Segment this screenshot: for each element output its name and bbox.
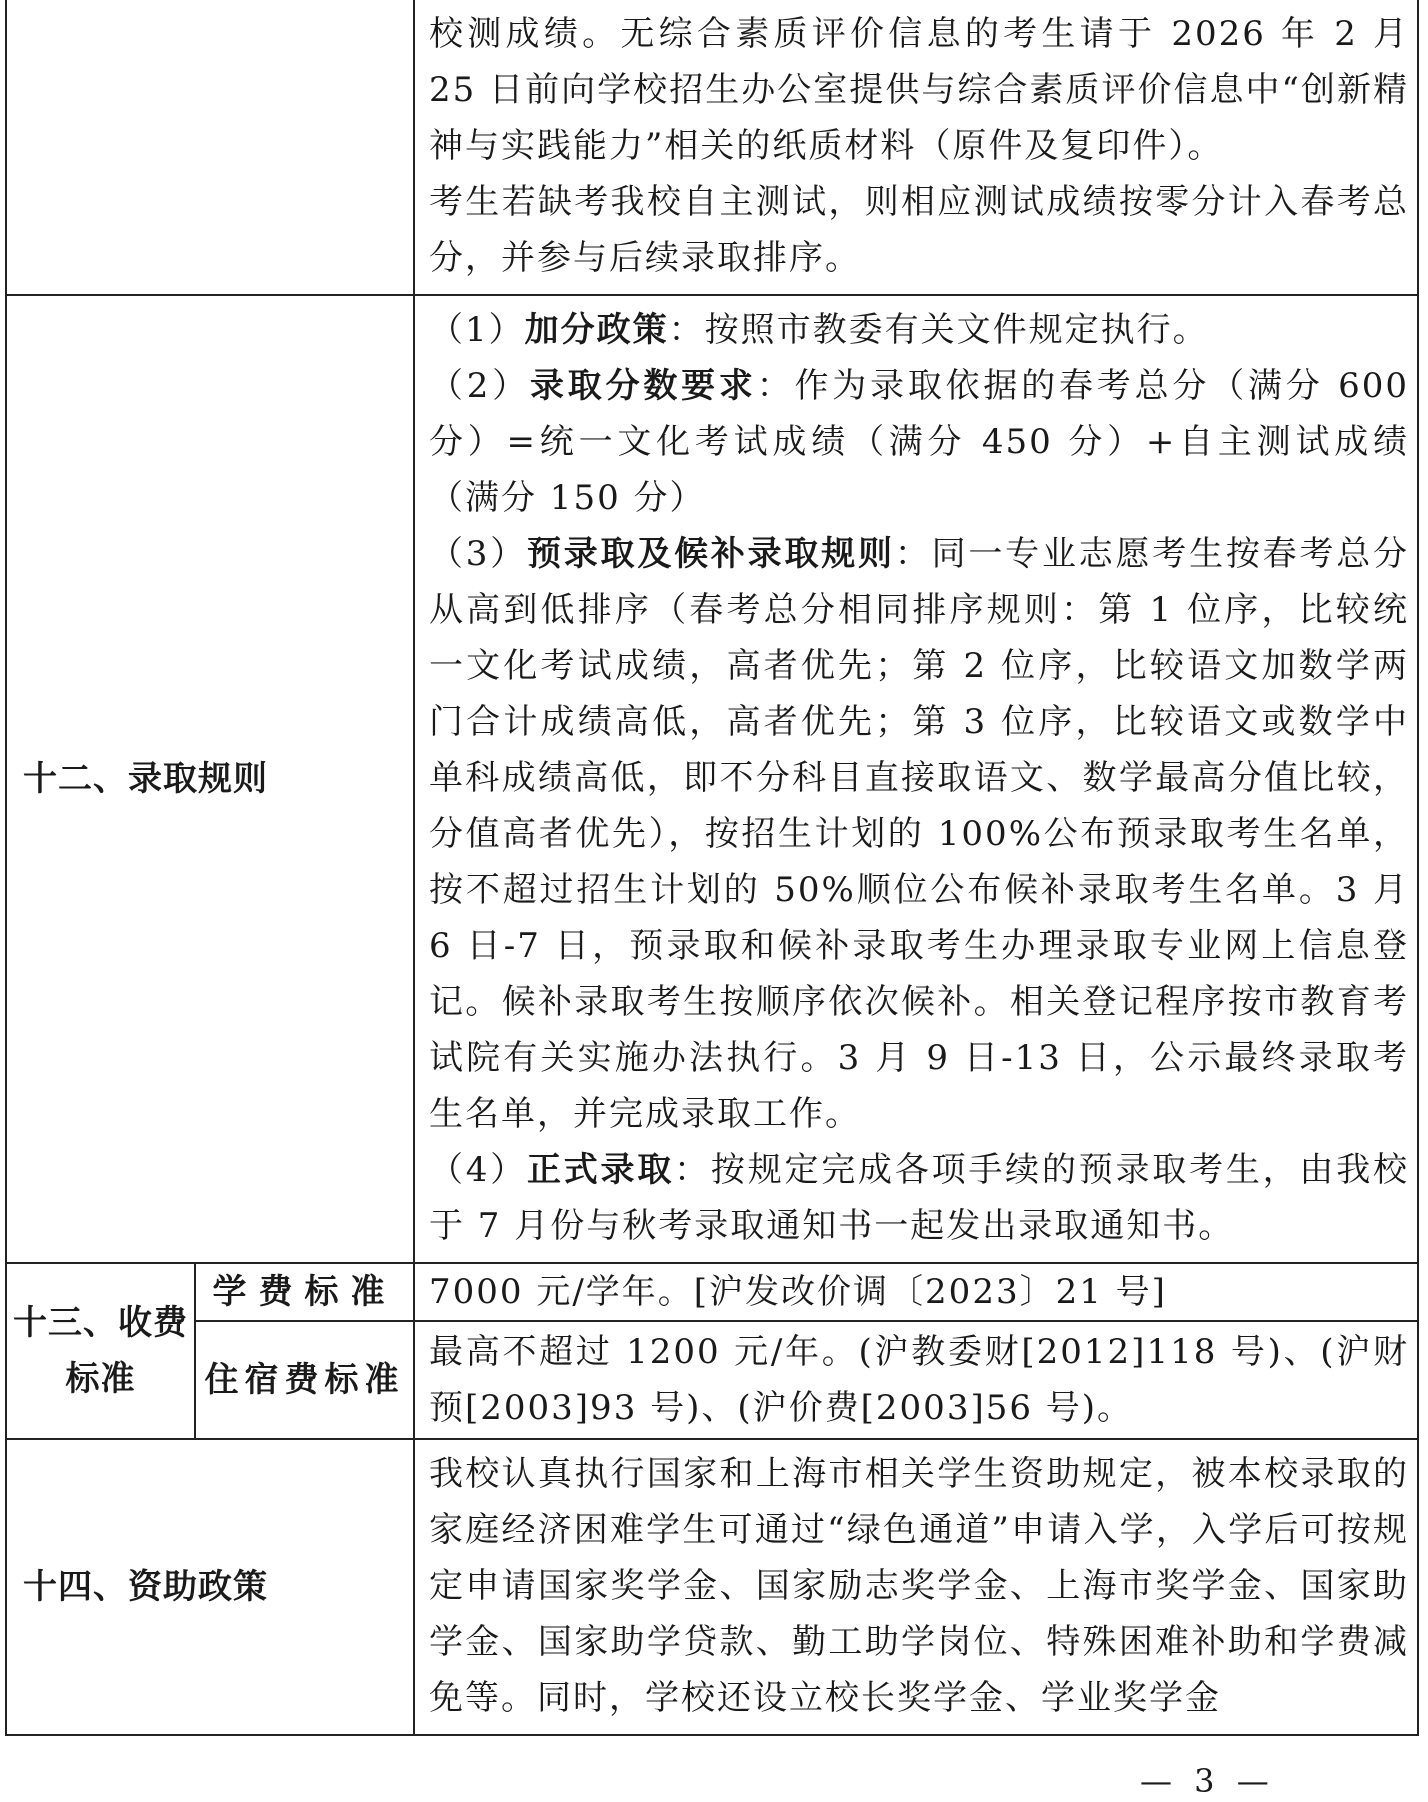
table-row-tuition xyxy=(6,1263,1418,1321)
rule-heading-bonus-policy: 加分政策 xyxy=(524,310,669,350)
row-label-admission-rules: 十二、录取规则 xyxy=(23,759,268,799)
row-label-cell xyxy=(6,295,414,1263)
content-cell xyxy=(414,1321,1418,1439)
sub-label-cell xyxy=(195,1321,414,1439)
row-label-financial-aid: 十四、资助政策 xyxy=(23,1567,268,1607)
table-row-exam-continuation xyxy=(6,0,1418,295)
financial-aid-text: 我校认真执行国家和上海市相关学生资助规定，被本校录取的家庭经济困难学生可通过“绿色通道”申请入学，入学后可按规定申请国家奖学金、国家励志奖学金、上海市奖学金、国家助学金、国家助学贷款、勤工助学岗位、特殊困难补助和学费减免等。同时，学校还设立校长奖学金、学业奖学金 xyxy=(429,1454,1409,1718)
rule-item-bonus-policy: （1）加分政策：按照市教委有关文件规定执行。 xyxy=(429,310,1209,350)
table-row-lodging xyxy=(6,1321,1418,1439)
rule-heading-formal-admission: 正式录取 xyxy=(526,1150,675,1190)
content-cell xyxy=(414,1263,1418,1321)
tuition-value: 7000 元/学年。[沪发改价调〔2023〕21 号] xyxy=(429,1272,1167,1312)
content-cell xyxy=(414,1439,1418,1735)
rule-item-pre-admission: （3）预录取及候补录取规则：同一专业志愿考生按春考总分从高到低排序（春考总分相同排序规则：第 1 位序，比较统一文化考试成绩，高者优先；第 2 位序，比较语文加数学两门合计成绩高低，高者优先；第 3 位序，比较语文或数学中单科成绩高低，即不分科目直接取语文、数学最高分值比较，分值高者优先），按招生计划的 100%公布预录取考生名单，按不超过招生计划的 50%顺位公布候补录取考生名单。3 月 6 日-7 日，预录取和候补录取考生办理录取专业网上信息登记。候补录取考生按顺序依次候补。相关登记程序按市教育考试院有关实施办法执行。3 月 9 日-13 日，公示最终录取考生名单，并完成录取工作。 xyxy=(429,534,1410,1134)
page-number: — 3 — xyxy=(1140,1762,1275,1800)
sub-label-lodging: 住宿费标准 xyxy=(204,1360,405,1400)
content-cell xyxy=(414,0,1418,295)
sub-label-tuition: 学费标准 xyxy=(212,1272,397,1312)
empty-label-cell xyxy=(6,0,414,295)
row-label-fees: 十三、收费 标准 xyxy=(13,1303,188,1399)
rule-item-formal-admission: （4）正式录取：按规定完成各项手续的预录取考生，由我校于 7 月份与秋考录取通知书一起发出录取通知书。 xyxy=(429,1150,1410,1246)
paragraph-absence-rule: 考生若缺考我校自主测试，则相应测试成绩按零分计入春考总分，并参与后续录取排序。 xyxy=(429,182,1409,278)
content-cell xyxy=(414,295,1418,1263)
sub-label-cell xyxy=(195,1263,414,1321)
row-label-cell xyxy=(6,1439,414,1735)
row-label-cell xyxy=(6,1263,195,1439)
admission-policy-table xyxy=(5,0,1419,1736)
paragraph-comprehensive-evaluation: 校测成绩。无综合素质评价信息的考生请于 2026 年 2 月 25 日前向学校招生办公室提供与综合素质评价信息中“创新精神与实践能力”相关的纸质材料（原件及复印件）。 xyxy=(429,14,1409,166)
lodging-value: 最高不超过 1200 元/年。(沪教委财[2012]118 号)、(沪财预[2003]93 号)、(沪价费[2003]56 号)。 xyxy=(429,1332,1409,1428)
table-row-admission-rules xyxy=(6,295,1418,1263)
table-row-financial-aid xyxy=(6,1439,1418,1735)
rule-item-score-requirement: （2）录取分数要求：作为录取依据的春考总分（满分 600 分）=统一文化考试成绩（满分 450 分）+自主测试成绩（满分 150 分） xyxy=(429,366,1410,518)
rule-heading-score-requirement: 录取分数要求 xyxy=(530,366,757,406)
rule-heading-pre-admission: 预录取及候补录取规则 xyxy=(526,534,895,574)
